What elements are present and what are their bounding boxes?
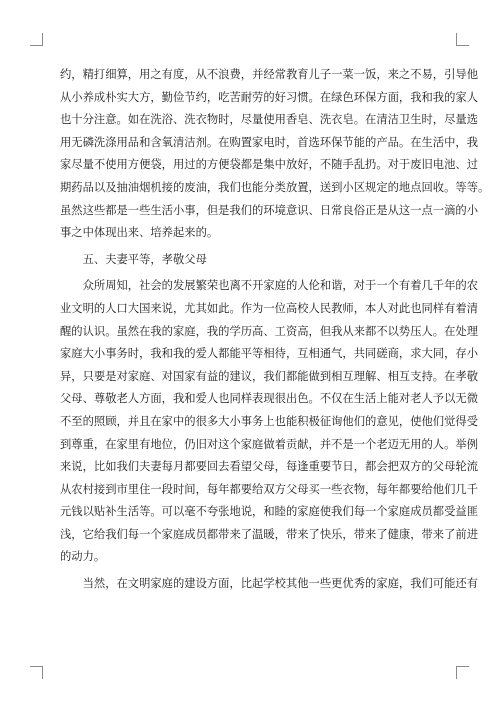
crop-mark-top-right [456, 33, 469, 46]
crop-mark-top-left [30, 33, 43, 46]
text-line: 用无磷洗涤用品和含氧清洁剂。在购置家电时，首选环保节能的产品。在生活中，我 [60, 135, 478, 149]
paragraph-equality-and-filial-piety [60, 275, 478, 569]
text-line: 父母、尊敬老人方面，我和爱人也同样表现很出色。不仅在生活上能对老人予以无微 [60, 392, 478, 406]
text-line: 也十分注意。如在洗浴、洗衣物时，尽量使用香皂、洗衣皂。在清洁卫生时，尽量选 [60, 113, 478, 127]
text-line: 异，只要是对家庭、对国家有益的建议，我们都能做到相互理解、相互支持。在孝敬 [60, 369, 478, 383]
text-line: 的动力。 [60, 550, 106, 564]
paragraph-conclusion-start [60, 573, 478, 596]
text-line: 醒的认识。虽然在我的家庭，我的学历高、工资高，但我从来都不以势压人。在处理 [60, 324, 478, 338]
text-line: 当然，在文明家庭的建设方面，比起学校其他一些更优秀的家庭，我们可能还有 [82, 577, 478, 591]
text-line: 约，精打细算，用之有度，从不浪费，并经常教育儿子一菜一饭，来之不易，引导他 [60, 68, 478, 81]
text-line: 家庭大小事务时，我和我的爱人都能平等相待，互相通气，共同磋商，求大同，存小 [60, 347, 478, 361]
text-line: 来说，比如我们夫妻每月都要回去看望父母，每逢重要节日，都会把双方的父母轮流 [60, 460, 478, 474]
text-line: 从农村接到市里住一段时间，每年都要给双方父母买一些衣物，每年都要给他们几千 [60, 482, 478, 496]
text-line: 家尽量不使用方便袋，用过的方便袋都是集中放好，不随手乱扔。对于废旧电池、过 [60, 158, 478, 172]
text-line: 事之中体现出来、培养起来的。 [60, 226, 219, 240]
text-line: 期药品以及抽油烟机接的废油，我们也能分类放置，送到小区规定的地点回收。等等。 [60, 180, 490, 194]
text-line: 从小养成朴实大方，勤俭节约，吃苦耐劳的好习惯。在绿色环保方面，我和我的家人 [60, 90, 478, 104]
text-line: 业文明的人口大国来说，尤其如此。作为一位高校人民教师，本人对此也同样有着清 [60, 301, 478, 315]
crop-mark-bottom-right [456, 666, 469, 679]
crop-mark-bottom-left [30, 666, 43, 679]
text-line: 不至的照顾，并且在家中的很多大小事务上也能积极征询他们的意见，使他们觉得受 [60, 414, 478, 428]
text-line: 浅，它给我们每一个家庭成员都带来了温暖，带来了快乐，带来了健康，带来了前进 [60, 527, 478, 541]
text-line: 元钱以贴补生活等。可以毫不夸张地说，和睦的家庭使我们每一个家庭成员都受益匪 [60, 505, 478, 519]
text-line: 到尊重，在家里有地位，仍旧对这个家庭做着贡献，并不是一个老迈无用的人。举例 [60, 437, 478, 451]
text-line: 虽然这些都是一些生活小事，但是我们的环境意识、日常良俗正是从这一点一滴的小 [60, 203, 478, 217]
section-heading: 五、夫妻平等，孝敬父母 [82, 252, 207, 266]
text-line: 众所周知，社会的发展繁荣也离不开家庭的人伦和谐，对于一个有着几千年的农 [82, 279, 478, 293]
paragraph-thrift-and-environment [60, 64, 490, 245]
document-body [60, 64, 490, 596]
